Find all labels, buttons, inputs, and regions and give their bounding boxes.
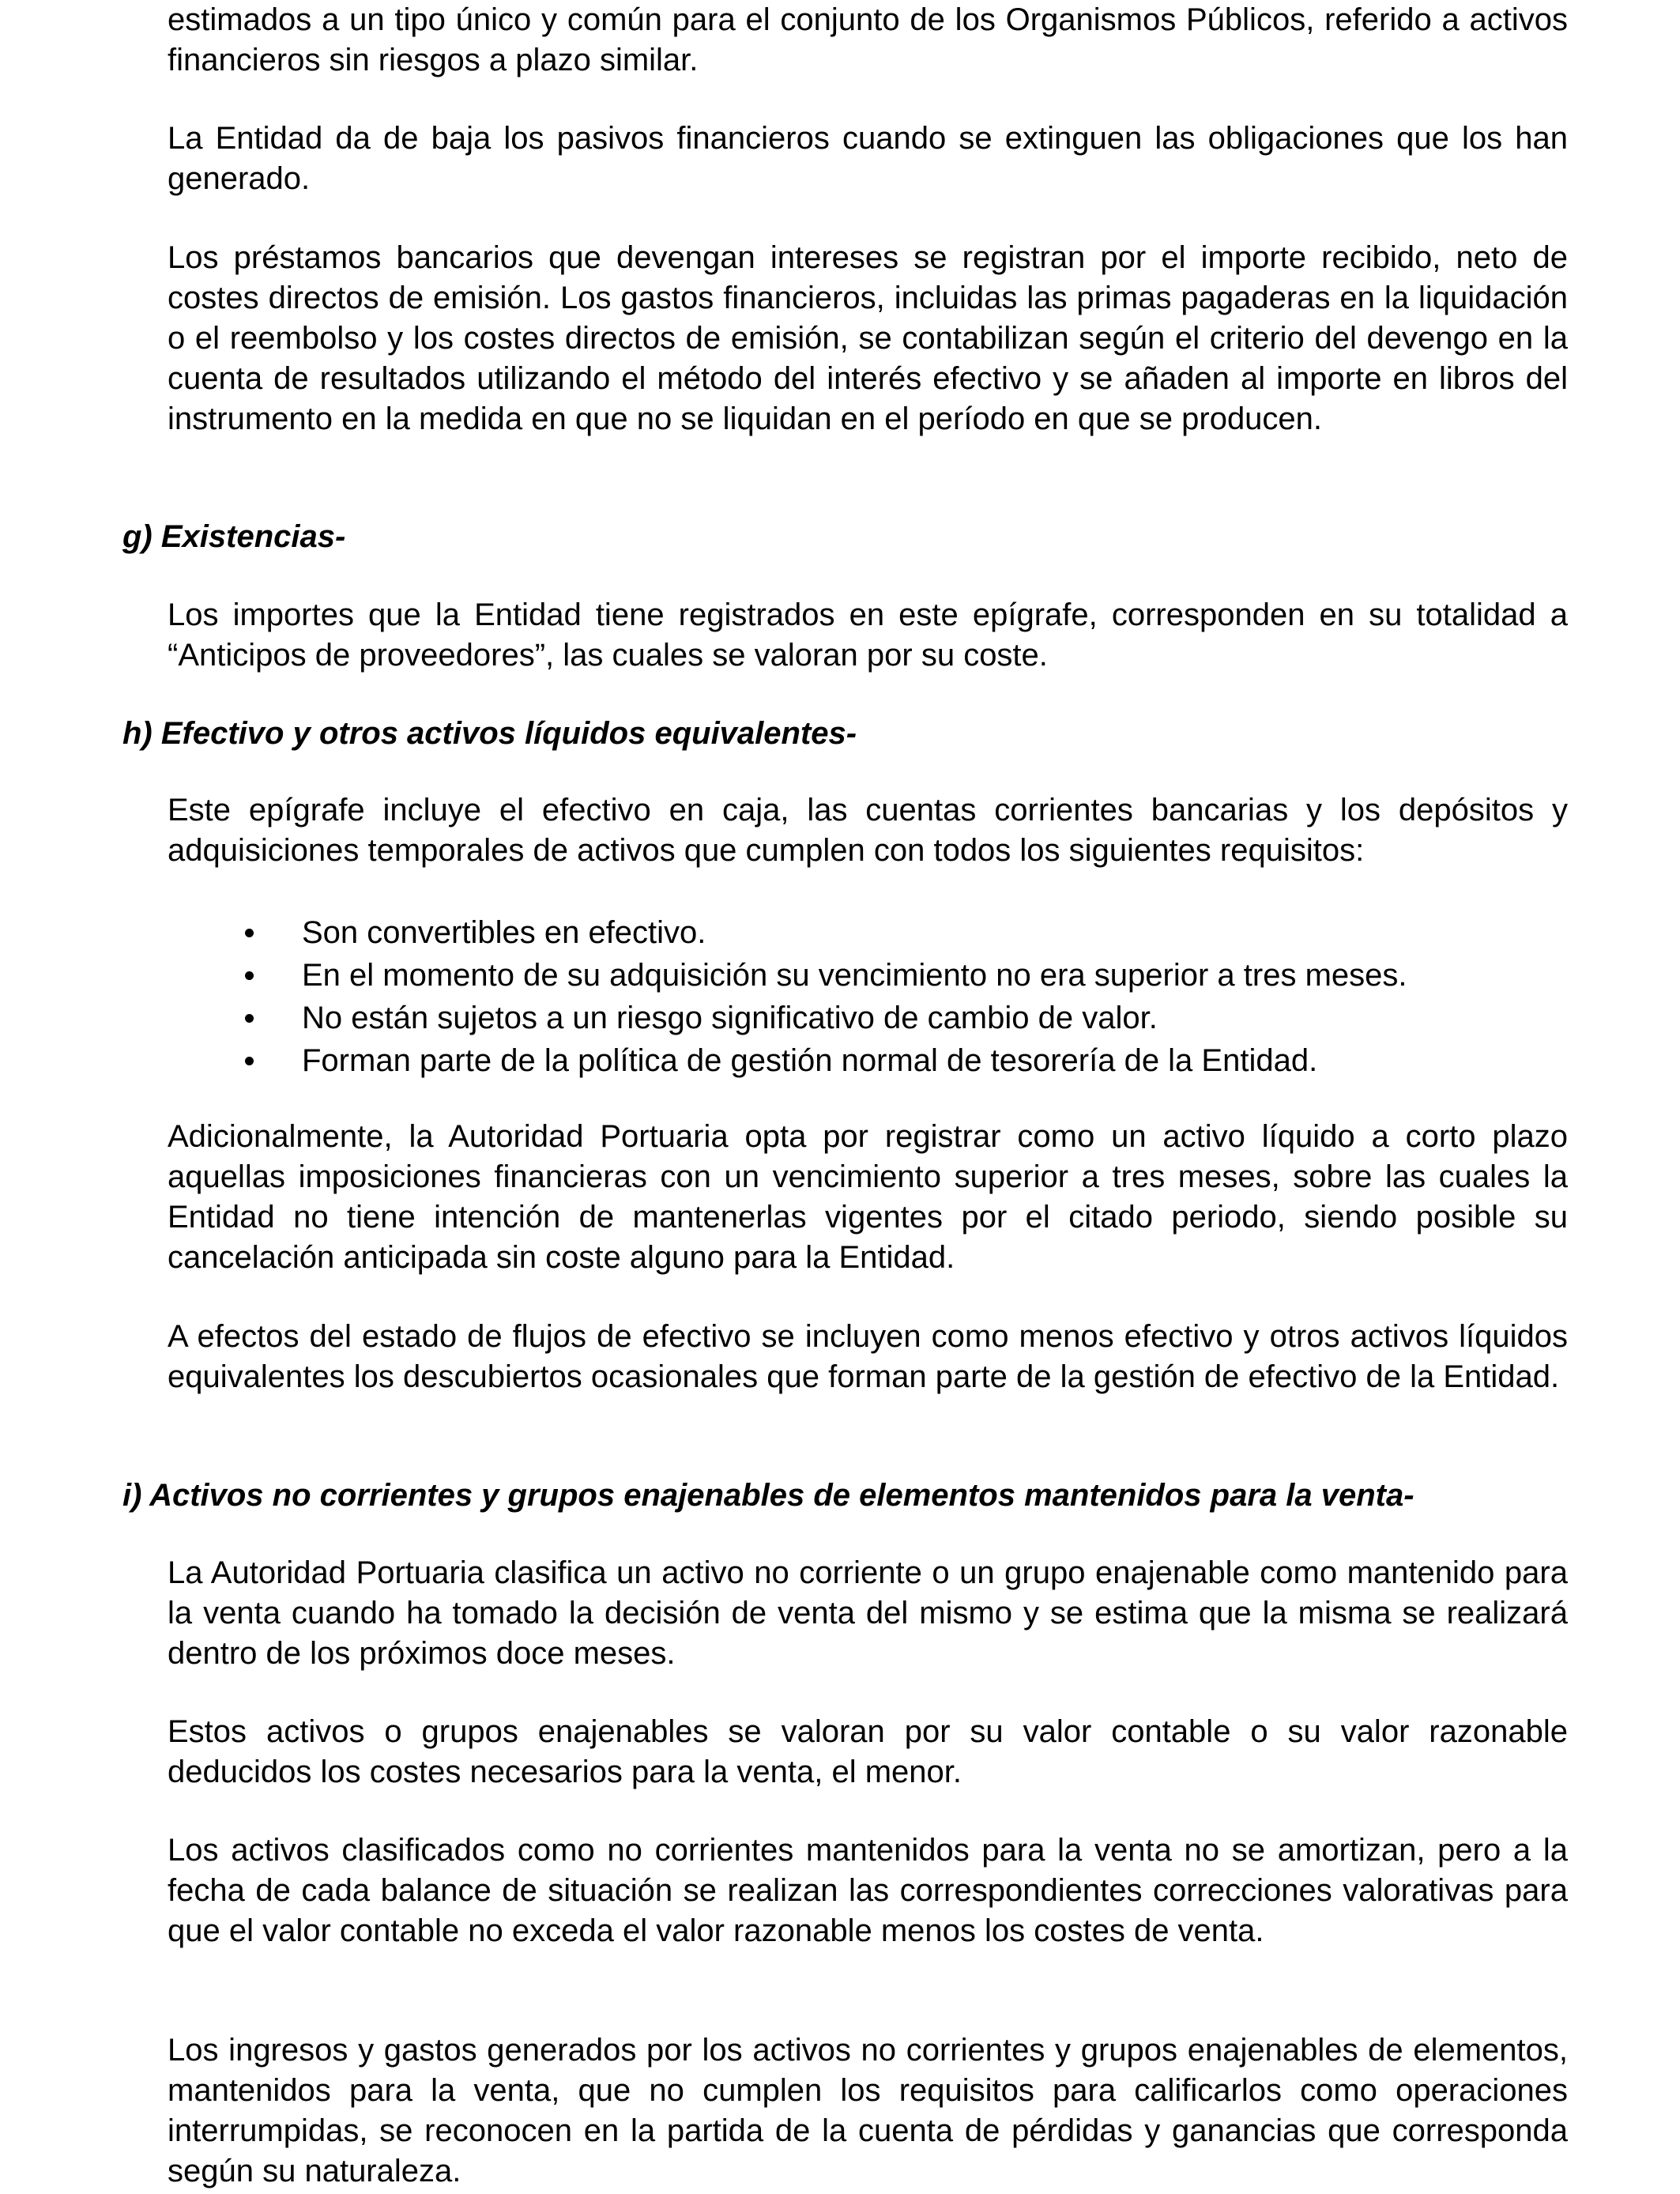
section-heading-g-existencias: g) Existencias-: [122, 519, 346, 554]
paragraph-valoracion: Estos activos o grupos enajenables se valoran por su valor contable o su valor razonable deducidos los costes necesarios para la venta, el menor.: [168, 1714, 1568, 1789]
paragraph-adicionalmente: Adicionalmente, la Autoridad Portuaria opta por registrar como un activo líquido a corto plazo aquellas imposiciones financieras con un vencimiento superior a tres meses, sobre las cuales la Entidad no tiene intención de mantenerlas vigentes por el citado periodo, siendo posible su cancelación anticipada sin coste alguno para la Entidad.: [168, 1119, 1568, 1275]
section-heading-h-efectivo: h) Efectivo y otros activos líquidos equivalentes-: [122, 716, 857, 751]
paragraph-existencias: Los importes que la Entidad tiene registrados en este epígrafe, corresponden en su totalidad a “Anticipos de proveedores”, las cuales se valoran por su coste.: [168, 598, 1568, 673]
paragraph-ingresos-gastos: Los ingresos y gastos generados por los activos no corrientes y grupos enajenables de elementos, mantenidos para la venta, que no cumplen los requisitos para calificarlos como operaciones interrumpidas, se reconocen en la partida de la cuenta de pérdidas y ganancias que corresponda según su naturaleza.: [168, 2033, 1568, 2188]
list-item: [237, 1039, 1407, 1082]
list-item: [237, 954, 1407, 997]
paragraph-clasificacion-venta: La Autoridad Portuaria clasifica un activo no corriente o un grupo enajenable como mantenido para la venta cuando ha tomado la decisión de venta del mismo y se estima que la misma se realizará dentro de los próximos doce meses.: [168, 1555, 1568, 1671]
list-item: [237, 997, 1407, 1039]
list-item-text: Son convertibles en efectivo.: [302, 915, 706, 950]
bullet-icon: [245, 1014, 254, 1023]
bullet-icon: [245, 929, 254, 937]
paragraph-prestamos-bancarios: Los préstamos bancarios que devengan intereses se registran por el importe recibido, neto de costes directos de emisión. Los gastos financieros, incluidas las primas pagaderas en la liquidación o el reembolso y los costes directos de emisión, se contabilizan según el criterio del devengo en la cuenta de resultados utilizando el método del interés efectivo y se añaden al importe en libros del instrumento en la medida en que no se liquidan en el período en que se producen.: [168, 240, 1568, 436]
bullet-icon: [245, 971, 254, 980]
bullet-icon: [245, 1057, 254, 1065]
paragraph-flujos-efectivo: A efectos del estado de flujos de efectivo se incluyen como menos efectivo y otros activos líquidos equivalentes los descubiertos ocasionales que forman parte de la gestión de efectivo de la Entidad.: [168, 1319, 1568, 1394]
list-item-text: En el momento de su adquisición su vencimiento no era superior a tres meses.: [302, 958, 1407, 993]
section-heading-i-activos-no-corrientes: i) Activos no corrientes y grupos enajenables de elementos mantenidos para la venta-: [122, 1478, 1414, 1513]
list-item-text: Forman parte de la política de gestión normal de tesorería de la Entidad.: [302, 1043, 1318, 1078]
paragraph-efectivo-intro: Este epígrafe incluye el efectivo en caja, las cuentas corrientes bancarias y los depósitos y adquisiciones temporales de activos que cumplen con todos los siguientes requisitos:: [168, 793, 1568, 868]
list-item-text: No están sujetos a un riesgo significativo de cambio de valor.: [302, 1001, 1158, 1035]
list-item: [237, 911, 1407, 954]
requirements-list: [237, 911, 1407, 1082]
paragraph-amortizacion: Los activos clasificados como no corrientes mantenidos para la venta no se amortizan, pero a la fecha de cada balance de situación se realizan las correspondientes correcciones valorativas para que el valor contable no exceda el valor razonable menos los costes de venta.: [168, 1833, 1568, 1948]
paragraph-tipo-unico: estimados a un tipo único y común para el conjunto de los Organismos Públicos, referido a activos financieros sin riesgos a plazo similar.: [168, 2, 1568, 77]
paragraph-baja-pasivos: La Entidad da de baja los pasivos financieros cuando se extinguen las obligaciones que los han generado.: [168, 121, 1568, 196]
